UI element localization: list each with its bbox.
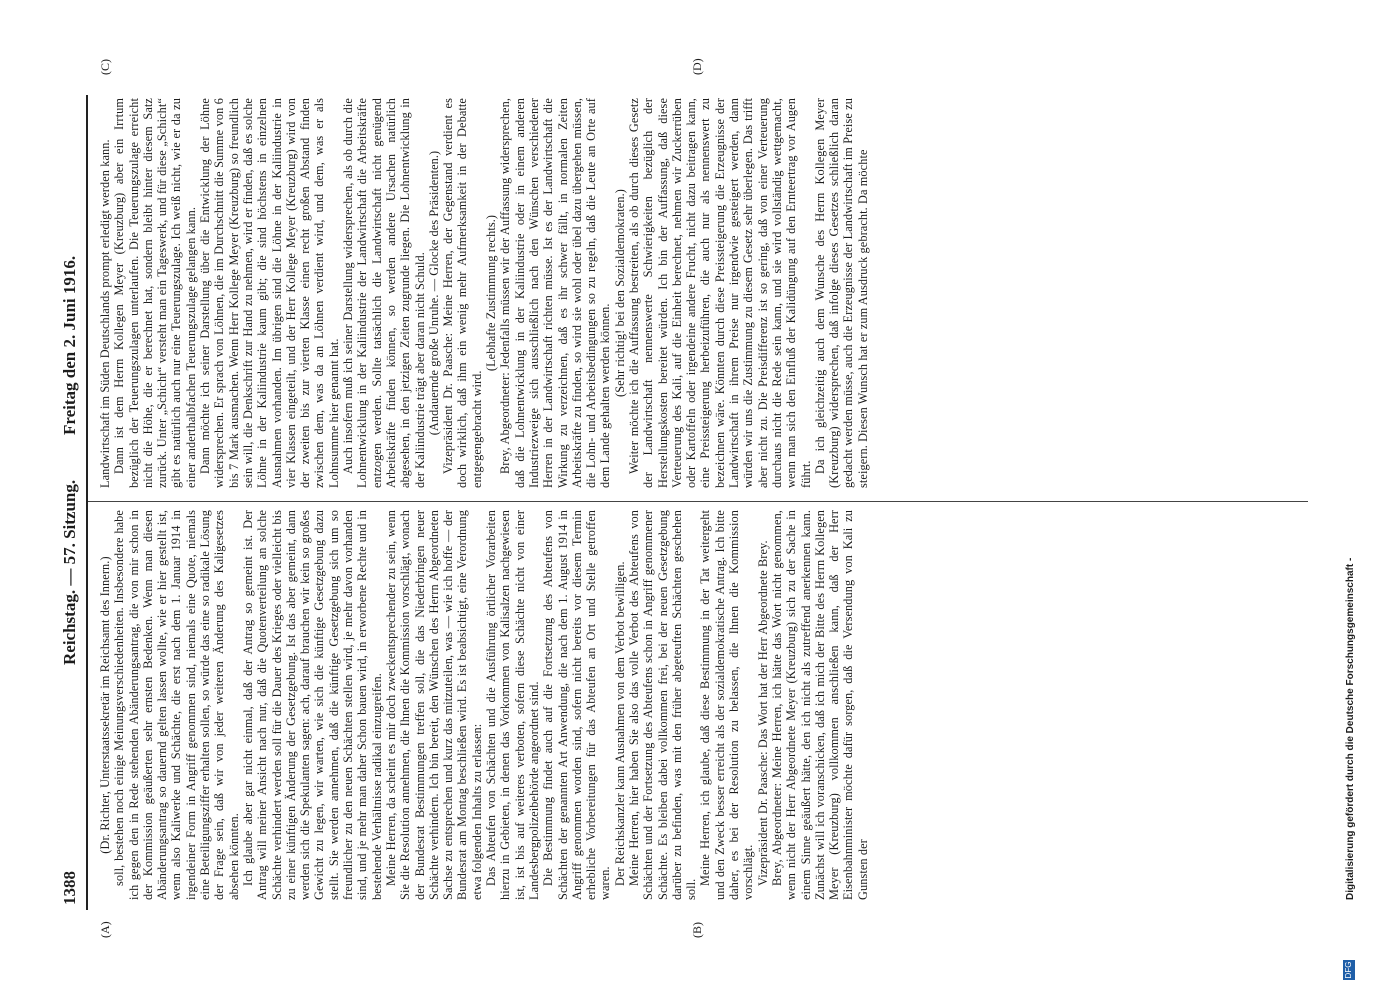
column-divider [88,501,1308,502]
paragraph: Die Bestimmung findet auch auf die Fortsetzung des Abteufens von Schächten der genannten Art Anwendung, die nach dem 1. August 1914 in Angriff genommen worden sind, sofern nicht bereits vor diesem Termin erhebliche Vorbereitungen für das Abteufen an Ort und Stelle getroffen waren. [541,510,613,900]
margin-marker-a: (A) [98,921,112,938]
margin-marker-b: (B) [690,922,704,938]
page-header [60,105,82,905]
margin-marker-c: (C) [98,59,112,75]
right-text-column [98,98,1308,488]
paragraph: Da ich gleichzeitig auch dem Wunsche des Herrn Kollegen Meyer (Kreuzburg) widersprechen, daß infolge dieses Gesetzes schließlich daran gedacht werden müsse, auch die Erzeugnisse der Landwirtschaft im Preise zu steigern. Diesen Wunsch hat er zum Ausdruck gebracht. Da möchte [812,98,870,488]
paragraph: Das Abteufen von Schächten und die Ausführung örtlicher Vorarbeiten hierzu in Gebieten, in denen das Vorkommen von Kalisalzen nachgewiesen ist, ist bis auf weiteres verboten, sofern diese Schächte nicht von einer Landesbergpolizeibehörde angeordnet sind. [484,510,541,900]
digitization-credit: Digitalisierung gefördert durch die Deutsche Forschungsgemeinschaft - [1345,557,1356,900]
paragraph: Brey, Abgeordneter: Jedenfalls müssen wir der Auffassung widersprechen, daß die Lohnentwicklung in der Kaliindustrie oder in einem anderen Industriezweige sich ausschließlich nach den Wünschen verschiedener Herren in der Landwirtschaft richten müsse. Ist es der Landwirtschaft die Wirkung zu verzeichnen, daß es ihr schwer fällt, in normalen Zeiten Arbeitskräfte zu finden, so wird sie wohl oder übel dazu übergehen müssen, die Lohn- und Arbeitsbedingungen so zu regeln, daß die Leute an Orte auf dem Lande gehalten werden können. [498,98,613,488]
paragraph: Meine Herren, hier haben Sie also das volle Verbot des Abteufens von Schächten und der Fortsetzung des Abteufens schon in Angriff genommener Schächte. Es bleiben dabei vollkommen frei, bei der neuen Gesetzgebung darüber zu befinden, was mit den früher abgeteuften Schächten geschehen soll. [626,510,699,900]
header-rule [86,95,88,910]
paragraph: Dann ist dem Herrn Kollegen Meyer (Kreuzburg) aber ein Irrtum bezüglich der Teuerungszulagen unterlaufen. Die Teuerungszulage erreicht nicht die Höhe, die er berechnet hat, sondern bleibt hinter diesem Satz zurück. Unter „Schicht“ versteht man ein Tageswerk, und für diese „Schicht“ gibt es natürlich auch nur eine Teuerungszulage. Ich weiß nicht, wie er da zu einer anderthalbfachen Teuerungszulage gelangen kann. [112,98,198,488]
paragraph: (Dr. Richter, Unterstaatssekretär im Reichsamt des Innern.) [98,556,112,854]
paragraph: Der Reichskanzler kann Ausnahmen von dem Verbot bewilligen. [612,561,627,886]
paragraph: Auch insofern muß ich seiner Darstellung widersprechen, als ob durch die Lohnentwicklung in der Kaliindustrie der Landwirtschaft die Arbeitskräfte entzogen werden. Sollte tatsächlich die Landwirtschaft nicht genügend Arbeitskräfte finden können, so werden andere Ursachen natürlich abgesehen, in den jetzigen Zeiten zugrunde liegen. Die Lohnentwicklung in der Kaliindustrie trägt aber daran nicht Schuld. [341,98,427,488]
left-text-column [98,510,1308,900]
paragraph: Landwirtschaft im Süden Deutschlands prompt erledigt werden kann. [98,139,112,488]
header-date: Freitag den 2. Juni 1916. [60,255,79,435]
header-session-title: Reichstag. — 57. Sitzung. [60,479,79,665]
paragraph: Vizepräsident Dr. Paasche: Meine Herren, der Gegenstand verdient es doch wirklich, daß ihm ein wenig mehr Aufmerksamkeit in der Debatte entgegengebracht wird. [441,98,484,488]
paragraph: Meine Herren, ich glaube, daß diese Bestimmung in der Tat weitergeht und den Zweck besser erreicht als der sozialdemokratische Antrag. Ich bitte daher, es bei der Resolution zu belassen, die Ihnen die Kommission vorschlägt. [698,510,756,900]
margin-marker-d: (D) [690,58,704,75]
paragraph: Ich glaube aber gar nicht einmal, daß der Antrag so gemeint ist. Der Antrag will meiner Ansicht nach nur, daß die Quotenverteilung an solche Schächte verhindert werden soll für die Dauer des Krieges oder vielleicht bis zu einer künftigen Änderung der Gesetzgebung. Ist das aber gemeint, dann werden sich die Spekulanten sagen: ach, darauf brauchen wir kein so großes Gewicht zu legen, wir warten, wie sich die künftige Gesetzgebung dazu stellt. Sie werden annehmen, daß die künftige Gesetzgebung sich um so freundlicher zu den neuen Schächten stellen wird, je mehr davon vorhanden sind, und je mehr man daher Schon bauen wird, in erworbene Rechte und in bestehende Verhältnisse radikal einzugreifen. [240,510,384,900]
paragraph: Meine Herren, da scheint es mir doch zweckentsprechender zu sein, wenn Sie die Resolution annehmen, die Ihnen die Kommission vorschlägt, wonach der Bundesrat Bestimmungen treffen soll, die das Niederbringen neuer Schächte verhindern. Ich bin bereit, den Wünschen des Herrn Abgeordneten Sachse zu entsprechen und kurz das mitzuteilen, was — wie ich hoffe — der Bundesrat am Montag beschließen wird. Es ist beabsichtigt, eine Verordnung etwa folgenden Inhalts zu erlassen: [383,510,484,900]
paragraph: Vizepräsident Dr. Paasche: Das Wort hat der Herr Abgeordnete Brey. [755,540,770,886]
paragraph: (Sehr richtig! bei den Sozialdemokraten.) [612,189,627,397]
paragraph: (Lebhafte Zustimmung rechts.) [484,214,499,372]
paragraph: soll, bestehen noch einige Meinungsverschiedenheiten. Insbesondere habe ich gegen den in Rede stehenden Abänderungsantrag, die von mir schon in der Kommission geäußerten sehr ernsten Bedenken. Wenn man diesen Abänderungsantrag so dauernd gelten lassen wollte, wie er hier gestellt ist, wenn also Kaliwerke und Schächte, die erst nach dem 1. Januar 1914 in irgendeiner Form in Angriff genommen sind, niemals eine Quote, niemals eine Beteiligungsziffer erhalten sollen, so würde das eine so radikale Lösung der Frage sein, daß wir von jeder weiteren Änderung des Kaligesetzes absehen könnten. [112,510,241,900]
paragraph: Weiter möchte ich die Auffassung bestreiten, als ob durch dieses Gesetz der Landwirtschaft nennenswerte Schwierigkeiten bezüglich der Herstellungskosten bereitet würden. Ich bin der Auffassung, daß diese Verteuerung des Kali, auf die Einheit berechnet, nehmen wir Zuckerrüben oder Kartoffeln oder irgendeine andere Frucht, nicht dazu beitragen kann, eine Preissteigerung herbeizuführen, die auch nur als nennenswert zu bezeichnen wäre. Könnten durch diese Preissteigerung die Erzeugnisse der Landwirtschaft in ihrem Preise nur irgendwie gesteigert werden, dann würden wir uns die Zustimmung zu diesem Gesetz sehr überlegen. Das trifft aber nicht zu. Die Preisdifferenz ist so gering, daß von einer Verteuerung durchaus nicht die Rede sein kann, und sie wird vollständig wettgemacht, wenn man sich den Einfluß der Kalidüngung auf den Ernteertrag vor Augen führt. [626,98,813,488]
paragraph: Brey, Abgeordneter: Meine Herren, ich hätte das Wort nicht genommen, wenn nicht der Herr Abgeordnete Meyer (Kreuzburg) sich zu der Sache in einem Sinne geäußert hätte, den ich nicht als zutreffend anerkennen kann. Zunächst will ich voranschicken, daß ich mich der Bitte des Herrn Kollegen Meyer (Kreuzburg) vollkommen anschließen kann, daß der Herr Eisenbahnminister möchte dafür sorgen, daß die Versendung von Kali zu Gunsten der [769,510,870,900]
paragraph: Dann möchte ich seiner Darstellung über die Entwicklung der Löhne widersprechen. Er sprach von Löhnen, die im Durchschnitt die Summe von 6 bis 7 Mark ausmachen. Wenn Herr Kollege Meyer (Kreuzburg) so freundlich sein will, die Denkschrift zur Hand zu nehmen, wird er finden, daß es solche Löhne in der Kaliindustrie kaum gibt; die sind höchstens in einzelnen Ausnahmen vorhanden. Im übrigen sind die Löhne in der Kaliindustrie in vier Klassen eingeteilt, und der Herr Kollege Meyer (Kreuzburg) wird von der zweiten bis zur vierten Klasse einen recht großen Abstand finden zwischen dem, was da an Löhnen verdient wird, und dem, was er als Lohnsumme hier genannt hat. [198,98,341,488]
paragraph: (Andauernde große Unruhe. — Glocke des Präsidenten.) [426,150,441,436]
page-number: 1388 [60,871,79,905]
dfg-logo: DFG [1344,961,1353,979]
